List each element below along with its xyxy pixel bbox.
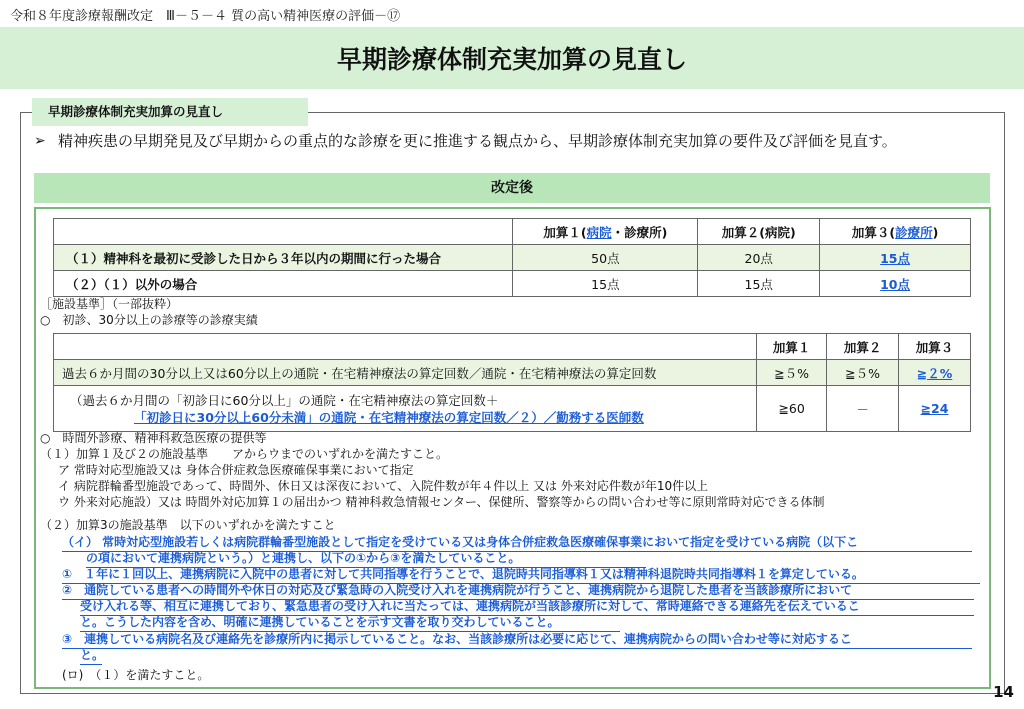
table-row xyxy=(54,386,971,432)
cell-value: 15点 xyxy=(698,271,820,297)
cell-value-revised: ≧２% xyxy=(899,360,971,386)
col-header-clinic: 診療所 xyxy=(895,224,933,240)
cell-value: ≧５% xyxy=(757,360,827,386)
cell-value: 50点 xyxy=(513,245,698,271)
points-table xyxy=(53,218,971,297)
row-label: （２）（１）以外の場合 xyxy=(54,271,513,297)
section-tab: 早期診療体制充実加算の見直し xyxy=(32,98,308,126)
cell-value: 15点 xyxy=(513,271,698,297)
table-header-row xyxy=(54,219,971,245)
row-label xyxy=(54,386,757,432)
col-header-prefix: 加算１( xyxy=(543,224,587,240)
body-line: ○ 時間外診療、精神科救急医療の提供等 xyxy=(40,431,267,445)
col-header-suffix: ) xyxy=(932,224,939,240)
table-row xyxy=(54,360,971,386)
page-number: 14 xyxy=(993,683,1014,701)
body-line: ウ 外来対応施設）又は 時間外対応加算１の届出かつ 精神科救急情報センター、保健所、警察等からの問い合わせ等に原則常時対応できる体制 xyxy=(58,495,825,509)
col-header-kasan3: 加算３ xyxy=(899,334,971,360)
page-title: 早期診療体制充実加算の見直し xyxy=(336,45,687,74)
table-row xyxy=(54,245,971,271)
body-line: （１）加算１及び２の施設基準 アからウまでのいずれかを満たすこと。 xyxy=(40,447,449,461)
cell-value: 20点 xyxy=(698,245,820,271)
row-label: （１）精神科を最初に受診した日から３年以内の期間に行った場合 xyxy=(54,245,513,271)
criteria-table xyxy=(53,333,971,432)
col-header-prefix: 加算３( xyxy=(851,224,896,240)
facility-standard-item: ○ 初診、30分以上の診療等の診療実績 xyxy=(40,313,258,327)
row-label: 過去６か月間の30分以上又は60分以上の通院・在宅精神療法の算定回数／通院・在宅精神療法の算定回数 xyxy=(54,360,757,386)
table-corner xyxy=(54,219,513,245)
col-header-kasan1 xyxy=(513,219,698,245)
cell-value: ≧60 xyxy=(757,386,827,432)
col-header-kasan2: 加算２ xyxy=(827,334,899,360)
body-line: (ロ) （１）を満たすこと。 xyxy=(62,668,210,682)
cell-value: － xyxy=(827,386,899,432)
col-header-kasan2: 加算２(病院) xyxy=(698,219,820,245)
intro-text: 精神疾患の早期発見及び早期からの重点的な診療を更に推進する観点から、早期診療体制充実加算の要件及び評価を見直す。 xyxy=(58,132,897,150)
table-header-row xyxy=(54,334,971,360)
arrow-bullet-icon: ➢ xyxy=(34,133,46,149)
body-line: イ 病院群輪番型施設であって、時間外、休日又は深夜において、入院件数が年４件以上 又は 外来対応件数が年10件以上 xyxy=(58,479,709,493)
revised-line: ① １年に１回以上、連携病院に入院中の患者に対して共同指導を行うことで、退院時共同指導料１又は精神科退院時共同指導料１を算定している。 xyxy=(62,567,864,581)
row-label-line: （過去６か月間の「初診日に60分以上」の通院・在宅精神療法の算定回数＋ xyxy=(70,392,499,408)
col-header-separator: ・ xyxy=(611,224,625,240)
table-row xyxy=(54,271,971,297)
col-header-kasan1: 加算１ xyxy=(757,334,827,360)
body-line: ア 常時対応型施設又は 身体合併症救急医療確保事業において指定 xyxy=(58,463,414,477)
revised-label: 改定後 xyxy=(34,173,990,203)
facility-standard-heading: ［施設基準］（一部抜粋） xyxy=(40,297,179,311)
body-line: （２）加算3の施設基準 以下のいずれかを満たすこと xyxy=(40,518,336,532)
intro xyxy=(34,131,994,151)
cell-value-revised: 10点 xyxy=(820,271,971,297)
revised-line: ③ 連携している病院名及び連絡先を診療所内に掲示していること。なお、当該診療所は必要に応じて、連携病院からの問い合わせ等に対応するこ xyxy=(62,632,852,646)
cell-value: ≧５% xyxy=(827,360,899,386)
revised-line: と。こうした内容を含め、明確に連携していることを示す文書を取り交わしていること。 xyxy=(80,615,560,629)
revised-line: 受け入れる等、相互に連携しており、緊急患者の受け入れに当たっては、連携病院が当該診療所に対して、常時連絡できる連絡先を伝えているこ xyxy=(80,599,860,613)
header-caption: 令和８年度診療報酬改定 Ⅲ－５－４ 質の高い精神医療の評価－⑰ xyxy=(10,9,401,24)
row-label-line-revised: 「初診日に30分以上60分未満」の通院・在宅精神療法の算定回数／２）／勤務する医師数 xyxy=(134,409,644,425)
col-header-kasan3 xyxy=(820,219,971,245)
revised-line: と。 xyxy=(80,648,105,662)
revised-line: （イ） 常時対応型施設若しくは病院群輪番型施設として指定を受けている又は身体合併症救急医療確保事業において指定を受けている病院（以下こ xyxy=(62,535,859,549)
cell-value-revised: 15点 xyxy=(820,245,971,271)
col-header-clinic: 診療所 xyxy=(624,224,662,240)
col-header-hospital: 病院 xyxy=(586,224,612,240)
revised-line: の項において連携病院という。）と連携し、以下の①から③を満たしていること。 xyxy=(86,551,521,565)
col-header-suffix: ) xyxy=(661,224,668,240)
cell-value-revised: ≧24 xyxy=(899,386,971,432)
revised-line: ② 通院している患者への時間外や休日の対応及び緊急時の入院受け入れを連携病院が行うこと、連携病院から退院した患者を当該診療所において xyxy=(62,583,853,597)
table-corner xyxy=(54,334,757,360)
